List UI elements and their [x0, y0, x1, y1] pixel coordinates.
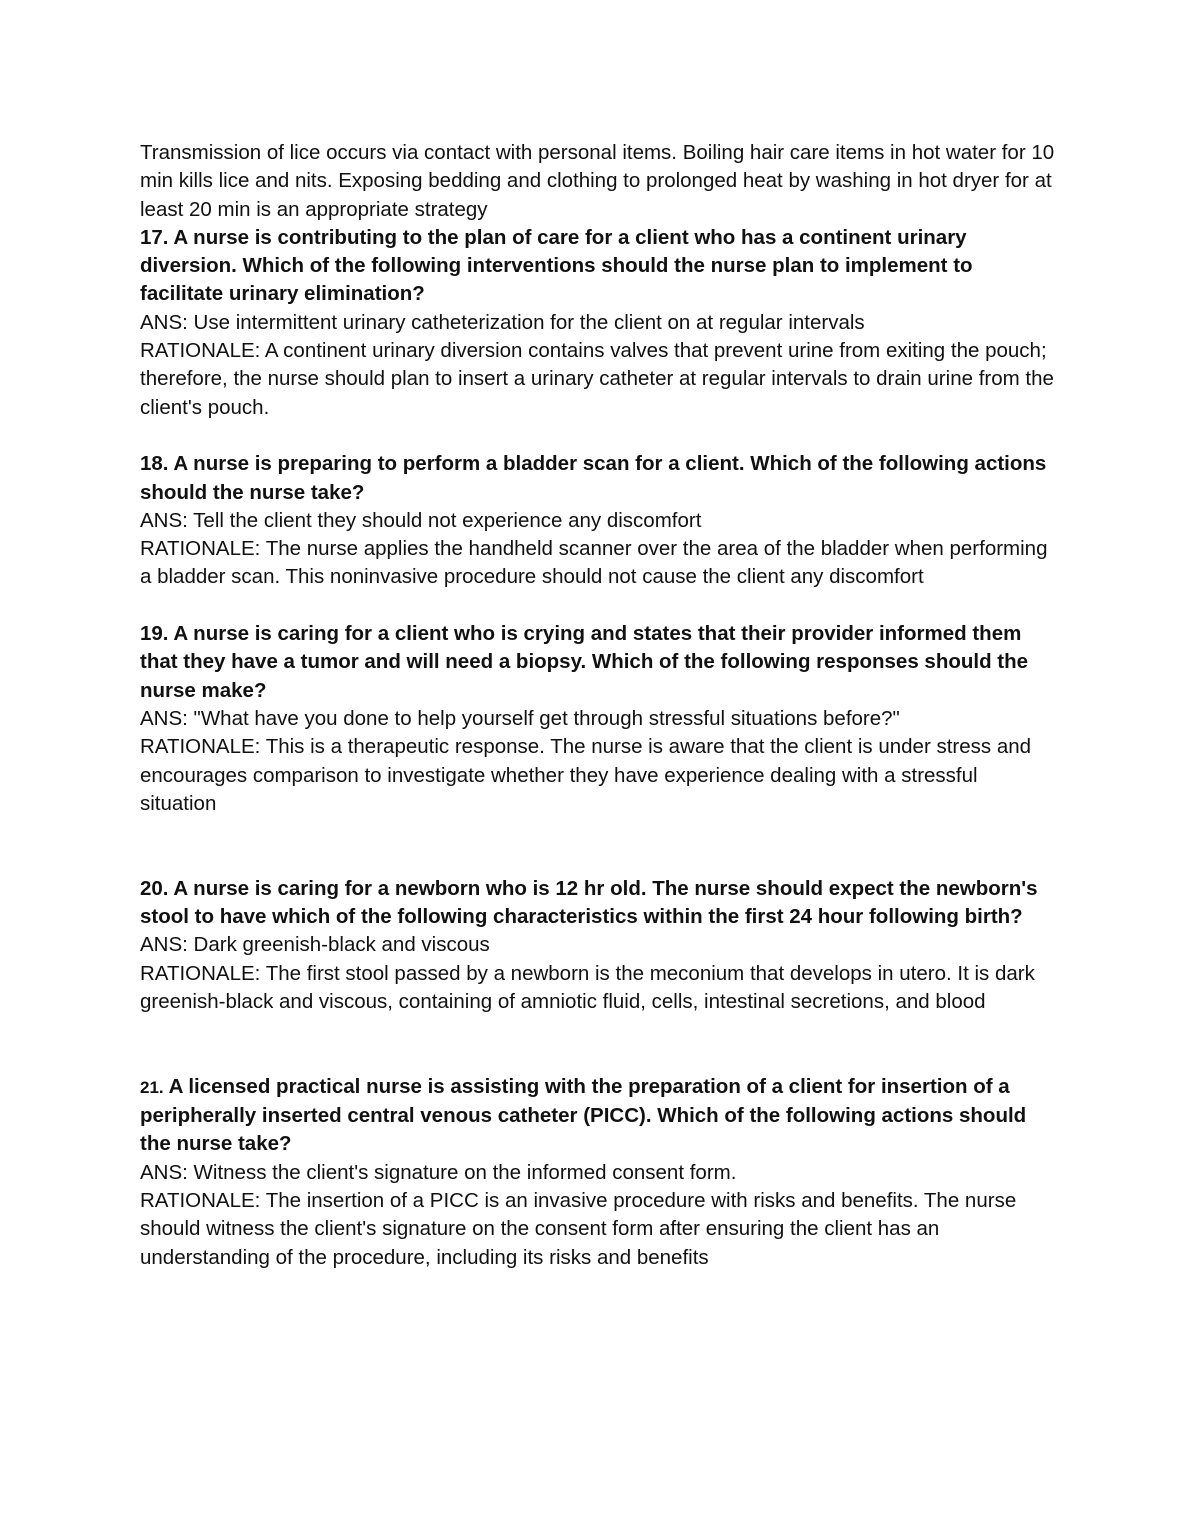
rationale-text: RATIONALE: The nurse applies the handheld scanner over the area of the bladder when performing a bladder scan. This noninvasive procedure should not cause the client any discomfort [140, 537, 1048, 589]
answer-text: ANS: Use intermittent urinary catheterization for the client on at regular intervals [140, 310, 865, 334]
question-block-21 [140, 1073, 1055, 1272]
answer-text: ANS: Witness the client's signature on the informed consent form. [140, 1160, 737, 1184]
question-body: A licensed practical nurse is assisting with the preparation of a client for insertion of a peripherally inserted central venous catheter (PICC). Which of the following actions should the nurse take? [140, 1074, 1027, 1156]
rationale-text: RATIONALE: The first stool passed by a newborn is the meconium that develops in utero. It is dark greenish-black and viscous, containing of amniotic fluid, cells, intestinal secretions, and blood [140, 961, 1035, 1013]
spacer [140, 422, 1055, 450]
question-block-19 [140, 620, 1055, 818]
rationale-text: RATIONALE: This is a therapeutic response. The nurse is aware that the client is under stress and encourages comparison to investigate whether they have experience dealing with a stressful situation [140, 735, 1032, 815]
answer-text: ANS: Dark greenish-black and viscous [140, 933, 490, 957]
question-block-17 [140, 224, 1055, 422]
question-text: 17. A nurse is contributing to the plan of care for a client who has a continent urinary diversion. Which of the following interventions should the nurse plan to implement to facilitate urinary elimination? [140, 225, 973, 306]
document-page [140, 139, 1055, 1272]
intro-rationale: Transmission of lice occurs via contact with personal items. Boiling hair care items in hot water for 10 min kills lice and nits. Exposing bedding and clothing to prolonged heat by washing in hot dryer for at least 20 min is an appropriate strategy [140, 141, 1055, 221]
question-text [140, 1073, 1055, 1159]
question-block-20 [140, 875, 1055, 1016]
question-text: 20. A nurse is caring for a newborn who is 12 hr old. The nurse should expect the newborn's stool to have which of the following characteristics within the first 24 hour following birth? [140, 876, 1038, 929]
question-number: 21. [140, 1077, 164, 1097]
answer-text: ANS: "What have you done to help yourself get through stressful situations before?" [140, 706, 900, 730]
rationale-text: RATIONALE: A continent urinary diversion contains valves that prevent urine from exiting the pouch; therefore, the nurse should plan to insert a urinary catheter at regular intervals to drain urine from the client's pouch. [140, 339, 1054, 419]
question-text: 19. A nurse is caring for a client who is crying and states that their provider informed them that they have a tumor and will need a biopsy. Which of the following responses should the nurse make? [140, 622, 1029, 702]
question-text: 18. A nurse is preparing to perform a bladder scan for a client. Which of the following actions should the nurse take? [140, 452, 1047, 504]
spacer [140, 592, 1055, 620]
answer-text: ANS: Tell the client they should not experience any discomfort [140, 508, 702, 532]
question-block-18 [140, 450, 1055, 591]
spacer [140, 818, 1055, 875]
rationale-text: RATIONALE: The insertion of a PICC is an invasive procedure with risks and benefits. The nurse should witness the client's signature on the consent form after ensuring the client has an understanding of the procedure, including its risks and benefits [140, 1188, 1017, 1269]
spacer [140, 1016, 1055, 1073]
